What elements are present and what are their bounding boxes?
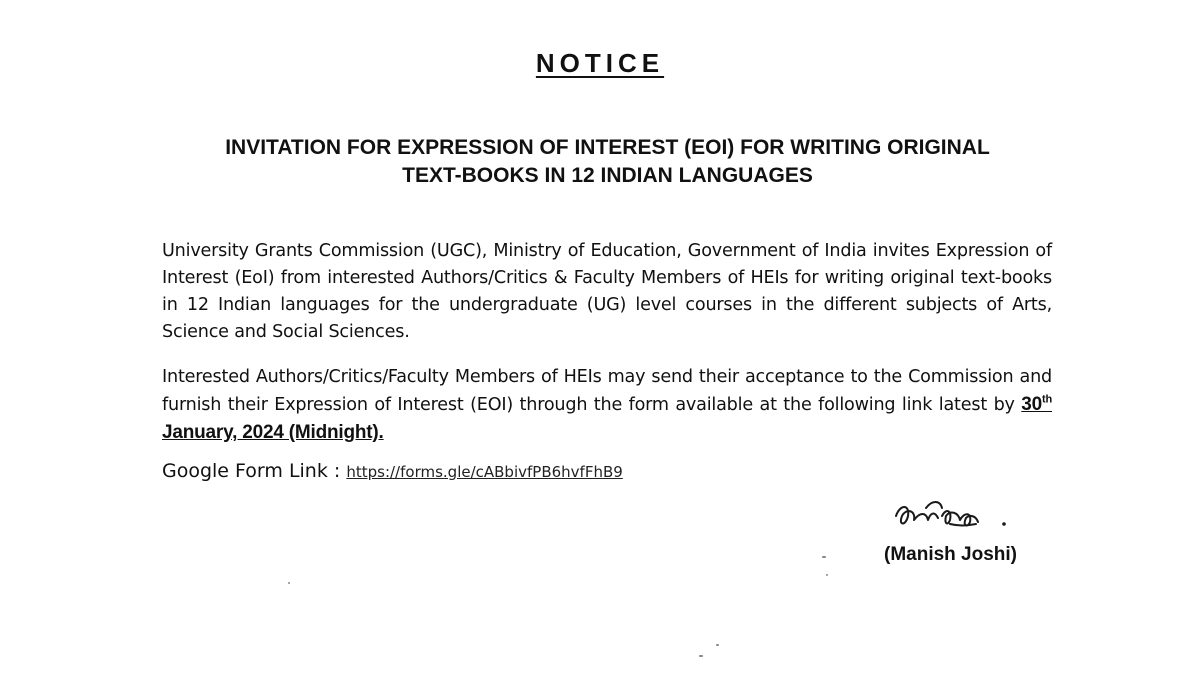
scan-speck bbox=[699, 655, 703, 657]
scan-speck bbox=[822, 556, 826, 558]
notice-heading-text: NOTICE bbox=[535, 48, 665, 78]
notice-heading bbox=[0, 48, 1200, 79]
google-form-row bbox=[162, 460, 623, 482]
scan-speck bbox=[826, 574, 828, 576]
deadline-day-suffix: th bbox=[1042, 393, 1052, 406]
google-form-label: Google Form Link : bbox=[162, 460, 347, 482]
invitation-paragraph: University Grants Commission (UGC), Ministry of Education, Government of India invites Expression of Interest (EoI) from interested Authors/Critics & Faculty Members of HEIs for writing original text-books in 12 Indian languages for the undergraduate (UG) level courses in the different subjects of Arts, Science and Social Sciences. bbox=[162, 241, 1052, 342]
eoi-title-line-1: INVITATION FOR EXPRESSION OF INTEREST (EOI) FOR WRITING ORIGINAL bbox=[225, 136, 990, 159]
submission-paragraph bbox=[162, 364, 1052, 447]
scan-speck bbox=[288, 582, 290, 584]
eoi-title bbox=[150, 134, 1065, 190]
handwritten-signature bbox=[886, 486, 1016, 546]
signatory-name: (Manish Joshi) bbox=[884, 544, 1018, 565]
google-form-link[interactable]: https://forms.gle/cABbivfPB6hvfFhB9 bbox=[346, 463, 623, 481]
deadline-rest: January, 2024 (Midnight). bbox=[162, 422, 384, 443]
eoi-title-line-2: TEXT-BOOKS IN 12 INDIAN LANGUAGES bbox=[402, 164, 813, 187]
scan-speck bbox=[716, 644, 719, 646]
deadline-day: 30 bbox=[1021, 394, 1043, 415]
submission-text: Interested Authors/Critics/Faculty Members of HEIs may send their acceptance to the Commission and furnish their Expression of Interest (EOI) through the form available at the following link latest by bbox=[162, 367, 1052, 415]
